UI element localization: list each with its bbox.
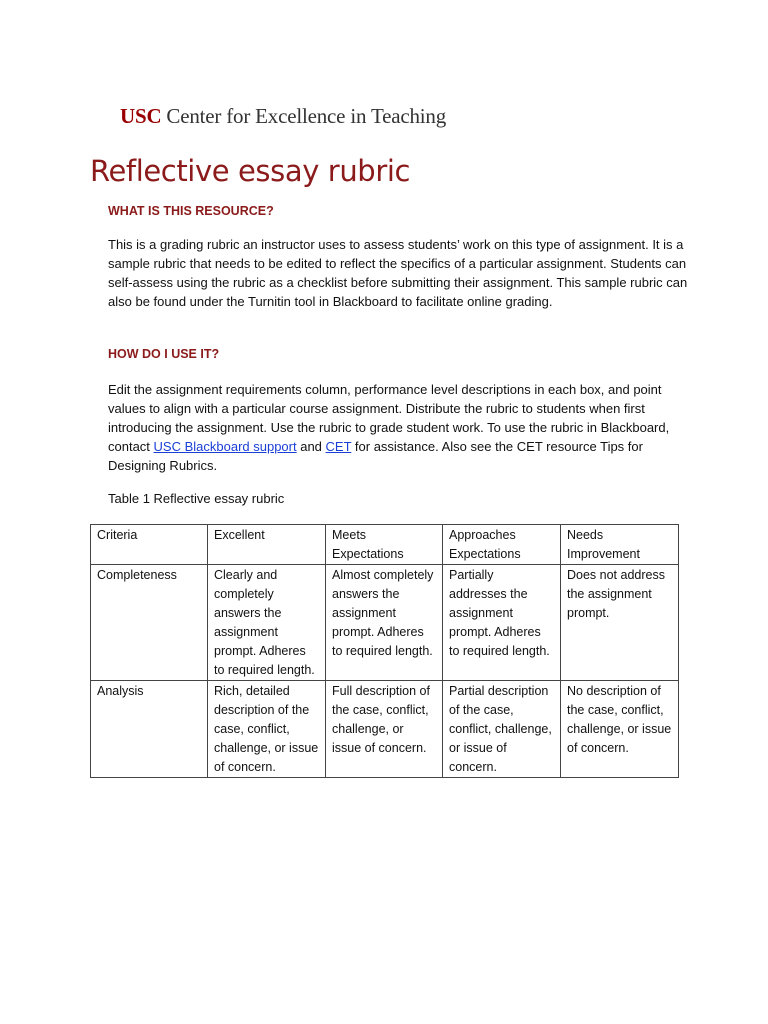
- table-cell: Clearly and completely answers the assignment prompt. Adheres to required length.: [208, 565, 326, 681]
- table-header-row: [91, 525, 679, 565]
- rubric-table: [90, 524, 679, 778]
- table-cell: Completeness: [91, 565, 208, 681]
- header-approaches-expectations: Approaches Expectations: [443, 525, 561, 565]
- table-cell: Almost completely answers the assignment prompt. Adheres to required length.: [326, 565, 443, 681]
- table-row: [91, 565, 679, 681]
- table-cell: Full description of the case, conflict, challenge, or issue of concern.: [326, 681, 443, 778]
- table-row: [91, 681, 679, 778]
- logo-text: Center for Excellence in Teaching: [166, 104, 446, 128]
- table-caption: Table 1 Reflective essay rubric: [108, 491, 285, 506]
- table-cell: Analysis: [91, 681, 208, 778]
- header-criteria: Criteria: [91, 525, 208, 565]
- header-needs-improvement: Needs Improvement: [561, 525, 679, 565]
- section-body-what: This is a grading rubric an instructor uses to assess students’ work on this type of assignment. It is a sample rubric that needs to be edited to reflect the specifics of a particular assignment. Students can self-assess using the rubric as a checklist before submitting their assignment. This sample rubric can also be found under the Turnitin tool in Blackboard to facilitate online grading.: [108, 237, 688, 309]
- section-heading-how: HOW DO I USE IT?: [108, 347, 220, 361]
- how-text-2: and: [296, 439, 326, 454]
- header-meets-expectations: Meets Expectations: [326, 525, 443, 565]
- table-cell: Partial description of the case, conflict, challenge, or issue of concern.: [443, 681, 561, 778]
- table-cell: Partially addresses the assignment prompt. Adheres to required length.: [443, 565, 561, 681]
- section-heading-what: WHAT IS THIS RESOURCE?: [108, 204, 274, 218]
- usc-cet-logo: [120, 104, 446, 129]
- logo-usc-mark: USC: [120, 104, 162, 128]
- how-text-3: for assistance. Also see the CET resource Tips for Designing Rubrics.: [108, 439, 643, 473]
- page-title: Reflective essay rubric: [90, 154, 411, 188]
- table-cell: Does not address the assignment prompt.: [561, 565, 679, 681]
- header-excellent: Excellent: [208, 525, 326, 565]
- how-text-1: Edit the assignment requirements column, performance level descriptions in each box, and point values to align with a particular course assignment. Distribute the rubric to students when first introducing the assignment. Use the rubric to grade student work. To use the rubric in Blackboard, contact: [108, 382, 670, 454]
- usc-blackboard-support-link[interactable]: USC Blackboard support: [153, 439, 297, 454]
- table-cell: Rich, detailed description of the case, conflict, challenge, or issue of concern.: [208, 681, 326, 778]
- cet-link[interactable]: CET: [325, 439, 352, 454]
- table-cell: No description of the case, conflict, challenge, or issue of concern.: [561, 681, 679, 778]
- section-body-how: [108, 380, 688, 475]
